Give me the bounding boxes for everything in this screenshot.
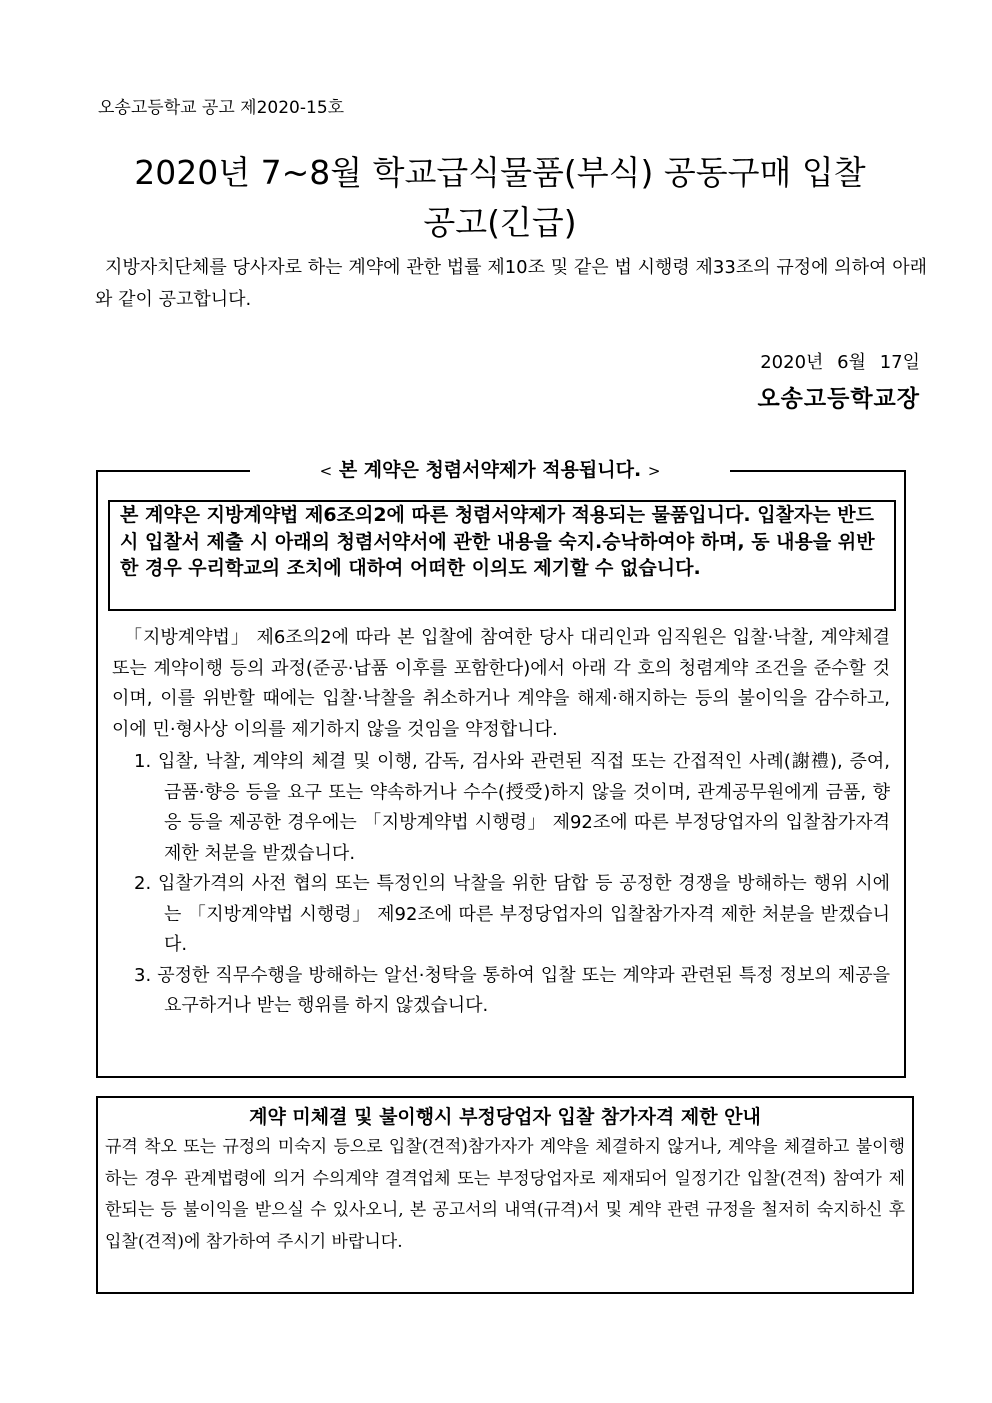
title-line-1: 2020년 7~8월 학교급식물품(부식) 공동구매 입찰 (134, 153, 866, 192)
integrity-warning-text: 본 계약은 지방계약법 제6조의2에 따른 청렴서약제가 적용되는 물품입니다. 입찰자는 반드시 입찰서 제출 시 아래의 청렴서약서에 관한 내용을 숙지.승낙하여야 하며, 동 내용을 위반한 경우 우리학교의 조치에 대하여 어떠한 이의도 제기할 수 없습니다. (120, 504, 875, 579)
pledge-item (112, 869, 890, 961)
sanction-body: 규격 착오 또는 규정의 미숙지 등으로 입찰(견적)참가자가 계약을 체결하지 않거나, 계약을 체결하고 불이행하는 경우 관계법령에 의거 수의계약 결격업체 또는 부정당업자로 제재되어 일정기간 입찰(견적) 참여가 제한되는 등 불이익을 받으실 수 있사오니, 본 공고서의 내역(규격)서 및 계약 관련 규정을 철저히 숙지하신 후 입찰(견적)에 참가하여 주시기 바랍니다. (105, 1137, 905, 1252)
intro-paragraph: 지방자치단체를 당사자로 하는 계약에 관한 법률 제10조 및 같은 법 시행령 제33조의 규정에 의하여 아래와 같이 공고합니다. (95, 257, 927, 310)
pledge-item-text: 입찰가격의 사전 협의 또는 특정인의 낙찰을 위한 담합 등 공정한 경쟁을 방해하는 행위 시에는 「지방계약법 시행령」 제92조에 따른 부정당업자의 입찰참가자격 제한 처분을 받겠습니다. (158, 873, 890, 955)
pledge-item-number: 1. (134, 751, 152, 772)
pledge-item-text: 입찰, 낙찰, 계약의 체결 및 이행, 감독, 검사와 관련된 직접 또는 간접적인 사례(謝禮), 증여, 금품·향응 등을 요구 또는 약속하거나 수수(授受)하지 않을 것이며, 관계공무원에게 금품, 향응 등을 제공한 경우에는 「지방계약법 시행령」 제92조에 따른 부정당업자의 입찰참가자격 제한 처분을 받겠습니다. (157, 751, 890, 864)
integrity-warning-box (108, 500, 896, 611)
heading-text: 본 계약은 청렴서약제가 적용됩니다. (338, 459, 642, 481)
pledge-item (112, 747, 890, 869)
sanction-notice-box (96, 1096, 914, 1294)
notice-date: 2020년 6월 17일 (760, 352, 920, 373)
signer: 오송고등학교장 (757, 386, 920, 412)
pledge-item-number: 3. (134, 964, 152, 986)
document-title (60, 148, 940, 248)
pledge-list (112, 747, 890, 1022)
notice-number: 오송고등학교 공고 제2020-15호 (98, 98, 345, 118)
title-line-2: 공고(긴급) (423, 203, 577, 242)
pledge-item-number: 2. (134, 873, 152, 894)
integrity-pledge (112, 623, 890, 1022)
pledge-item-text: 공정한 직무수행을 방해하는 알선·청탁을 통하여 입찰 또는 계약과 관련된 특정 정보의 제공을 요구하거나 받는 행위를 하지 않겠습니다. (157, 964, 890, 1016)
heading-bracket-close: > (647, 462, 661, 480)
heading-bracket-open: < (319, 462, 333, 480)
sanction-title: 계약 미체결 및 불이행시 부정당업자 입찰 참가자격 제한 안내 (249, 1106, 761, 1128)
pledge-intro: 「지방계약법」 제6조의2에 따라 본 입찰에 참여한 당사 대리인과 임직원은 입찰·낙찰, 계약체결 또는 계약이행 등의 과정(준공·납품 이후를 포함한다)에서 아래 각 호의 청렴계약 조건을 준수할 것이며, 이를 위반할 때에는 입찰·낙찰을 취소하거나 계약을 해제·해지하는 등의 불이익을 감수하고, 이에 민·형사상 이의를 제기하지 않을 것임을 약정합니다. (112, 627, 890, 740)
integrity-heading (250, 455, 730, 482)
pledge-item (112, 961, 890, 1022)
